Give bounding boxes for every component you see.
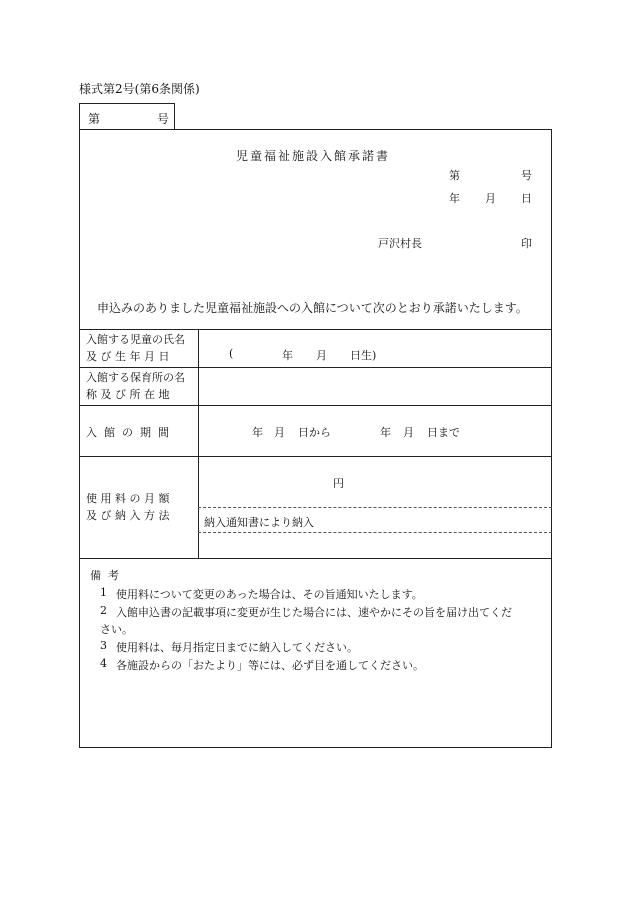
issuer-name: 戸沢村長 (378, 237, 422, 250)
child-birth-tsuki: 月 (316, 349, 327, 362)
dashed-divider (198, 532, 552, 533)
row-divider (79, 558, 552, 559)
intro-text: 申込みのありました児童福祉施設への入館について次のとおり承諾いたします。 (97, 301, 528, 315)
note-4-text: 各施設からの「おたより」等には、必ず目を通してください。 (116, 659, 424, 672)
number-box-dai: 第 (88, 112, 101, 126)
nursery-label: 入館する保育所の名 称 及 び 所 在 地 (86, 371, 185, 401)
period-tsuki-2: 月 (403, 426, 414, 439)
seal-mark: 印 (521, 237, 532, 250)
child-birth-nen: 年 (282, 349, 293, 362)
number-box-go: 号 (157, 112, 170, 126)
period-nen-2: 年 (380, 426, 391, 439)
note-3-text: 使用料は、毎月指定日までに納入してください。 (116, 641, 358, 654)
child-label: 入館する児童の氏名 及 び 生 年 月 日 (86, 333, 185, 363)
dashed-divider (198, 507, 552, 508)
note-4-number: 4 (100, 657, 107, 670)
note-1-number: 1 (100, 586, 107, 599)
fee-yen: 円 (333, 477, 344, 490)
document-title: 児童福祉施設入館承諾書 (236, 149, 391, 163)
period-tsuki-1: 月 (274, 426, 285, 439)
note-2-continuation: さい。 (100, 623, 133, 636)
header-hi: 日 (521, 192, 532, 205)
period-until: 日まで (427, 426, 460, 439)
row-divider (79, 405, 552, 406)
row-divider (79, 456, 552, 457)
note-3-number: 3 (100, 639, 107, 652)
child-open-paren: ( (229, 347, 234, 360)
notes-heading: 備 考 (90, 569, 119, 582)
fee-method: 納入通知書により納入 (204, 516, 314, 529)
row-divider (79, 329, 552, 330)
note-2-text: 入館申込書の記載事項に変更が生じた場合には、速やかにその旨を届け出てくだ (116, 606, 512, 619)
header-tsuki: 月 (485, 192, 496, 205)
period-nen-1: 年 (252, 426, 263, 439)
fee-label: 使 用 料 の 月 額 及 び 納 入 方 法 (86, 492, 170, 522)
child-birth-hi: 日生) (350, 349, 377, 362)
note-2-number: 2 (100, 604, 107, 617)
note-1-text: 使用料について変更のあった場合は、その旨通知いたします。 (116, 588, 423, 601)
period-label: 入 館 の 期 間 (86, 426, 169, 439)
period-from: 日から (298, 426, 331, 439)
header-nen: 年 (449, 192, 460, 205)
row-divider (79, 367, 552, 368)
header-go: 号 (521, 169, 532, 182)
column-divider (198, 329, 199, 558)
header-dai: 第 (449, 169, 460, 182)
form-label: 様式第2号(第6条関係) (79, 82, 200, 96)
